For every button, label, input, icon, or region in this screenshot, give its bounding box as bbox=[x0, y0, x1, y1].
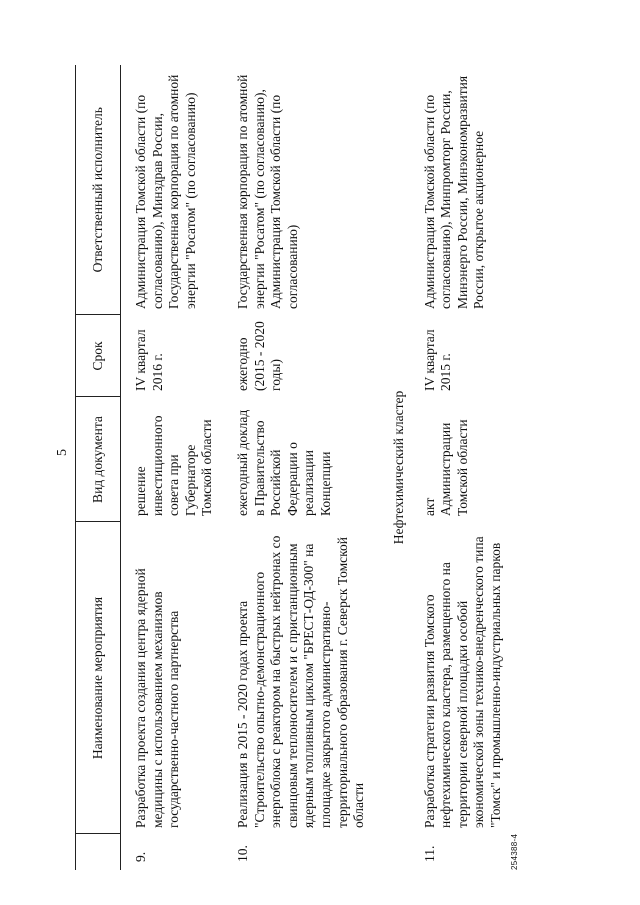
row-name: Реализация в 2015 - 2020 годах проекта "Строительство опытно-демонстрационного энергоблока с реактором на быстрых нейтронах со свинцовым теплоносителем и с пристанционным ядерным топливным циклом "БРЕСТ-ОД-300" на площадке закрытого административно-территориального образования г. Северск Томской области bbox=[235, 535, 367, 828]
header-term: Срок bbox=[76, 315, 121, 397]
header-name: Наименование мероприятия bbox=[76, 522, 121, 834]
rotated-page bbox=[55, 35, 595, 870]
row-doc-type: решение инвестиционного совета при Губернаторе Томской области bbox=[133, 415, 215, 516]
row-name: Разработка проекта создания центра ядерной медицины с использованием механизмов государственно-частного партнерства bbox=[133, 568, 182, 828]
row-term: IV квартал 2016 г. bbox=[133, 329, 165, 391]
header-doc-type: Вид документа bbox=[76, 397, 121, 522]
row-number: 10. bbox=[235, 845, 250, 862]
row-term: IV квартал 2015 г. bbox=[421, 329, 454, 391]
document-code: 254388-4 bbox=[510, 833, 519, 870]
row-number: 11. bbox=[421, 845, 437, 862]
row-name: Разработка стратегии развития Томского нефтехимического кластера, размещенного на территории северной площадки особой экономической зоны технико-внедренческого типа "Томск" и промышленно-индустриальных парков bbox=[421, 536, 503, 828]
header-number bbox=[76, 834, 121, 870]
table-row bbox=[414, 65, 509, 870]
section-row bbox=[389, 65, 414, 870]
row-responsible: Государственная корпорация по атомной энергии "Росатом" (по согласованию), Администрация Томской области (по согласованию) bbox=[235, 74, 300, 309]
row-doc-type: ежегодный доклад в Правительство Российской Федерации о реализации Концепции bbox=[235, 409, 333, 516]
section-title: Нефтехимический кластер bbox=[391, 390, 406, 545]
page-number: 5 bbox=[55, 449, 70, 456]
row-number: 9. bbox=[133, 851, 148, 862]
activities-table bbox=[75, 65, 509, 870]
row-responsible: Администрация Томской области (по согласованию), Минздрав России, Государственная корпорация по атомной энергии "Росатом" (по согласованию) bbox=[133, 74, 198, 309]
table-row bbox=[227, 65, 389, 870]
row-responsible: Администрация Томской области (по согласованию), Минпромторг России, Минэнерго России, Минэкономразвития России, открытое акционерное bbox=[421, 75, 487, 309]
row-doc-type: акт Администрации Томской области bbox=[421, 419, 470, 516]
row-term: ежегодно (2015 - 2020 годы) bbox=[235, 321, 284, 391]
table-row bbox=[121, 65, 228, 870]
table-header bbox=[76, 65, 121, 870]
header-responsible: Ответственный исполнитель bbox=[76, 65, 121, 315]
